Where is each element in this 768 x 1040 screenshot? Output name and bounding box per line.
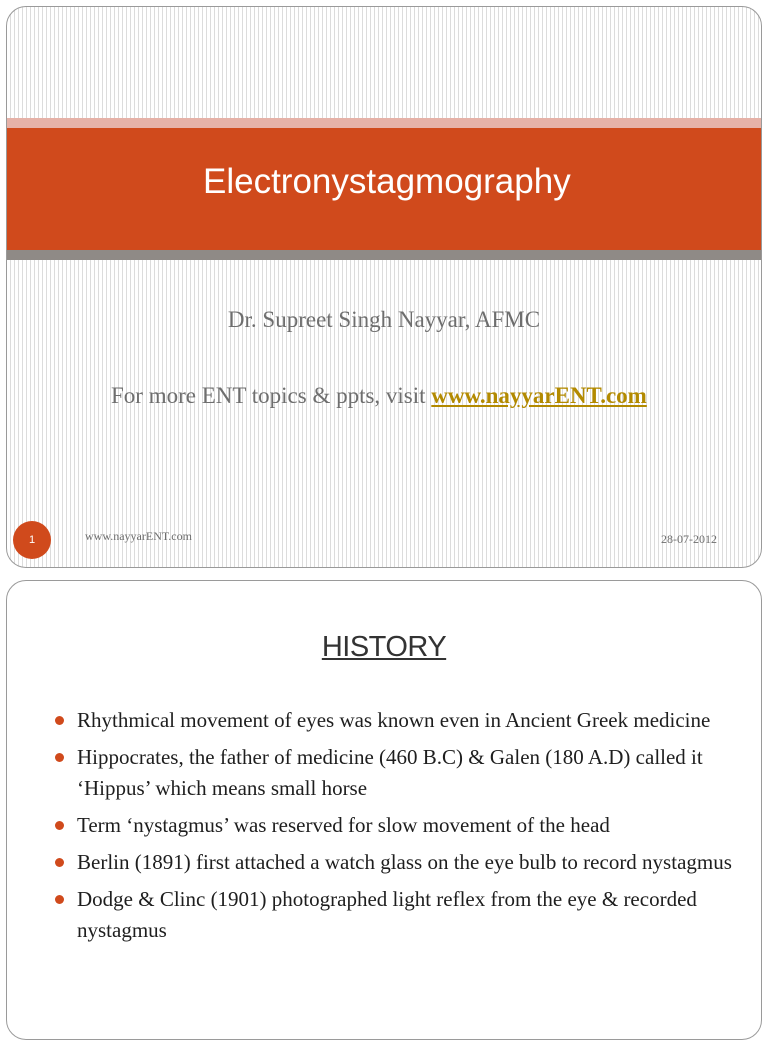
- title-slide: [6, 6, 762, 568]
- title-top-strip: [7, 118, 761, 128]
- history-bullet-list: [51, 705, 751, 952]
- visit-line: [111, 383, 647, 409]
- bullet-dot-icon: [55, 895, 64, 904]
- website-link[interactable]: www.nayyarENT.com: [431, 383, 647, 408]
- title-bottom-strip: [7, 250, 761, 260]
- bullet-dot-icon: [55, 858, 64, 867]
- bullet-item: [51, 847, 751, 878]
- history-heading: HISTORY: [321, 631, 447, 663]
- footer-website: www.nayyarENT.com: [85, 529, 192, 543]
- bullet-dot-icon: [55, 753, 64, 762]
- visit-text: For more ENT topics & ppts, visit: [111, 383, 432, 408]
- author-line: Dr. Supreet Singh Nayyar, AFMC: [227, 307, 541, 332]
- history-slide: [6, 580, 762, 1040]
- bullet-text: Dodge & Clinc (1901) photographed light reflex from the eye & recorded nystagmus: [77, 887, 697, 942]
- bullet-dot-icon: [55, 821, 64, 830]
- bullet-text: Berlin (1891) first attached a watch glass on the eye bulb to record nystagmus: [77, 850, 732, 874]
- bullet-text: Rhythmical movement of eyes was known even in Ancient Greek medicine: [77, 708, 711, 732]
- bullet-item: [51, 742, 751, 804]
- bullet-text: Hippocrates, the father of medicine (460 B.C) & Galen (180 A.D) called it ‘Hippus’ which means small horse: [77, 745, 703, 800]
- slide-number-badge: 1: [13, 521, 51, 559]
- footer-date: 28-07-2012: [661, 532, 717, 546]
- bullet-item: [51, 705, 751, 736]
- slide-title: Electronystagmography: [203, 162, 571, 201]
- bullet-item: [51, 884, 751, 946]
- bullet-dot-icon: [55, 716, 64, 725]
- bullet-text: Term ‘nystagmus’ was reserved for slow movement of the head: [77, 813, 610, 837]
- bullet-item: [51, 810, 751, 841]
